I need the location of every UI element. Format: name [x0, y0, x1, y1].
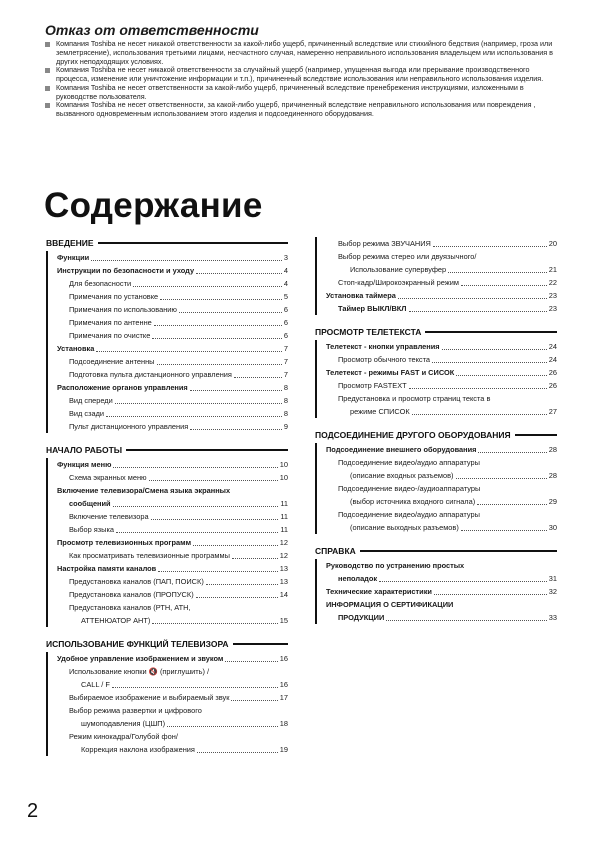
entry-title: Просмотр FASTEXT: [338, 381, 407, 390]
entry-page: 8: [283, 396, 288, 405]
toc-section: [46, 236, 288, 433]
toc-entry[interactable]: [326, 289, 557, 302]
entry-page: 13: [279, 564, 288, 573]
dot-leader: [91, 260, 282, 261]
entry-page: 9: [283, 422, 288, 431]
toc-entry[interactable]: [326, 521, 557, 534]
entry-title: (описание входных разъемов): [350, 471, 454, 480]
entry-page: 26: [548, 368, 557, 377]
entry-title: Телетекст - кнопки управления: [326, 342, 440, 351]
entry-title: Удобное управление изображением и звуком: [57, 654, 224, 663]
dot-leader: [157, 364, 282, 365]
toc-entry[interactable]: [326, 469, 557, 482]
dot-leader: [115, 403, 282, 404]
toc-entry[interactable]: [57, 329, 288, 342]
bullet-square-icon: [45, 103, 50, 108]
toc-entry[interactable]: [57, 368, 288, 381]
disclaimer-item: [45, 40, 555, 66]
toc-entry[interactable]: [57, 523, 288, 536]
bullet-square-icon: [45, 86, 50, 91]
dot-leader: [151, 519, 279, 520]
entry-title: Подсоединение антенны: [69, 357, 155, 366]
entry-page: 17: [279, 693, 288, 702]
section-title: ВВЕДЕНИЕ: [46, 238, 94, 248]
toc-entry[interactable]: [57, 355, 288, 368]
entry-title: Как просматривать телевизионные программы: [69, 551, 230, 560]
toc-entry[interactable]: [57, 394, 288, 407]
entry-title: Выбор языка: [69, 525, 114, 534]
entry-page: 6: [283, 318, 288, 327]
toc-entry[interactable]: [326, 237, 557, 250]
dot-leader: [193, 545, 278, 546]
entry-page: 22: [548, 278, 557, 287]
entry-title: Просмотр обычного текста: [338, 355, 431, 364]
entry-title: Инструкции по безопасности и уходу: [57, 266, 195, 275]
entry-page: 7: [283, 357, 288, 366]
dot-leader: [456, 375, 547, 376]
section-header: [315, 428, 557, 442]
entry-page: 33: [548, 613, 557, 622]
toc-entry[interactable]: [57, 562, 288, 575]
dot-leader: [231, 700, 277, 701]
toc-entry[interactable]: [326, 366, 557, 379]
toc-entry[interactable]: [57, 458, 288, 471]
dot-leader: [409, 388, 547, 389]
toc-section: [315, 325, 557, 418]
page-number: 2: [27, 800, 39, 822]
dot-leader: [133, 286, 282, 287]
dot-leader: [442, 349, 547, 350]
entry-title: Подготовка пульта дистанционного управления: [69, 370, 232, 379]
entry-page: 21: [548, 265, 557, 274]
entry-page: 12: [279, 538, 288, 547]
section-rule: [425, 331, 557, 332]
dot-leader: [432, 362, 547, 363]
entry-page: 28: [548, 445, 557, 454]
section-title: ПРОСМОТР ТЕЛЕТЕКСТА: [315, 327, 422, 337]
entry-title: сообщений: [69, 499, 111, 508]
entry-title: Функция меню: [57, 460, 112, 469]
dot-leader: [179, 312, 282, 313]
entry-page: 26: [548, 381, 557, 390]
toc-entry[interactable]: [57, 743, 288, 756]
toc-entry[interactable]: [57, 510, 288, 523]
entry-page: 16: [279, 680, 288, 689]
entry-page: 23: [548, 291, 557, 300]
entry-title: Выбираемое изображение и выбираемый звук: [69, 693, 230, 702]
entry-title: Стоп-кадр/Широкоэкранный режим: [338, 278, 459, 287]
dot-leader: [232, 558, 278, 559]
entry-page: 10: [279, 460, 288, 469]
toc-section: [315, 237, 557, 315]
toc-entry-line[interactable]: Использование кнопки 🔇 (приглушить) /: [69, 667, 210, 676]
dot-leader: [477, 504, 547, 505]
entry-page: 11: [280, 499, 288, 508]
toc-entry-line[interactable]: Предустановка и просмотр страниц текста в: [338, 394, 491, 403]
dot-leader: [152, 623, 277, 624]
entry-title: ПРОДУКЦИИ: [338, 613, 385, 622]
dot-leader: [106, 416, 282, 417]
toc-entry[interactable]: [326, 353, 557, 366]
entry-page: 24: [548, 342, 557, 351]
dot-leader: [433, 246, 547, 247]
toc-entry[interactable]: [326, 572, 557, 585]
entry-title: шумоподавления (ЦШП): [81, 719, 166, 728]
dot-leader: [461, 530, 547, 531]
disclaimer-item: [45, 66, 555, 84]
entry-page: 4: [283, 279, 288, 288]
section-rule: [126, 449, 288, 450]
toc-entry-line[interactable]: Подсоединение видео/аудио аппаратуры: [338, 510, 480, 519]
entry-title: Телетекст - режимы FAST и СИСОК: [326, 368, 455, 377]
entry-page: 6: [283, 305, 288, 314]
entry-title: Включение телевизора: [69, 512, 149, 521]
toc-entry-line[interactable]: Руководство по устранению простых: [326, 561, 465, 570]
toc-section: [46, 637, 288, 756]
toc-entry[interactable]: [57, 691, 288, 704]
dot-leader: [197, 752, 278, 753]
section-title: НАЧАЛО РАБОТЫ: [46, 445, 123, 455]
disclaimer-text: Компания Toshiba не несет никакой ответственности за случайный ущерб (например, упущенная выгода или прерывание производственного процесса, изменение или уничтожение информации и т.п.), причиненный вследствие использования или неправильного использования изделия.: [56, 65, 544, 83]
section-rule: [515, 434, 557, 435]
entry-title: Для безопасности: [69, 279, 132, 288]
toc-entry[interactable]: [57, 303, 288, 316]
toc-entry[interactable]: [57, 316, 288, 329]
entry-title: Подсоединение внешнего оборудования: [326, 445, 477, 454]
entry-page: 7: [283, 370, 288, 379]
entry-page: 10: [279, 473, 288, 482]
dot-leader: [434, 594, 547, 595]
entry-title: (описание выходных разъемов): [350, 523, 459, 532]
entry-page: 5: [283, 292, 288, 301]
entry-page: 15: [279, 616, 288, 625]
bullet-square-icon: [45, 68, 50, 73]
dot-leader: [96, 351, 282, 352]
dot-leader: [386, 620, 546, 621]
entry-title: Выбор режима ЗВУЧАНИЯ: [338, 239, 431, 248]
toc-entry[interactable]: [57, 652, 288, 665]
entry-title: Схема экранных меню: [69, 473, 147, 482]
entry-page: 31: [548, 574, 557, 583]
dot-leader: [456, 478, 547, 479]
section-header: [315, 544, 557, 558]
dot-leader: [478, 452, 546, 453]
entry-page: 29: [548, 497, 557, 506]
entry-title: (выбор источника входного сигнала): [350, 497, 476, 506]
disclaimer-text: Компания Toshiba не несет ответственности за какой-либо ущерб, причиненный вследствие пренебрежения инструкциями, изложенными в руководстве пользователя.: [56, 82, 524, 101]
entry-page: 11: [280, 525, 288, 534]
section-header: [46, 236, 288, 250]
toc-entry[interactable]: [326, 276, 557, 289]
dot-leader: [409, 311, 547, 312]
dot-leader: [225, 661, 277, 662]
section-entries: [315, 340, 557, 418]
toc-entry-line[interactable]: ИНФОРМАЦИЯ О СЕРТИФИКАЦИИ: [326, 600, 454, 609]
entry-page: 20: [548, 239, 557, 248]
contents-title: Содержание: [44, 186, 263, 225]
toc-entry[interactable]: [326, 495, 557, 508]
entry-title: Примечания по очистке: [69, 331, 151, 340]
entry-title: Установка: [57, 344, 95, 353]
dot-leader: [196, 597, 278, 598]
dot-leader: [113, 506, 279, 507]
bullet-square-icon: [45, 42, 50, 47]
toc-entry[interactable]: [326, 611, 557, 624]
toc-entry[interactable]: [326, 340, 557, 353]
entry-page: 6: [283, 331, 288, 340]
section-entries: [315, 559, 557, 624]
entry-page: 27: [548, 407, 557, 416]
dot-leader: [152, 338, 282, 339]
entry-title: Технические характеристики: [326, 587, 432, 596]
section-header: [46, 637, 288, 651]
toc-entry[interactable]: [326, 263, 557, 276]
entry-page: 3: [283, 253, 288, 262]
toc-entry-line[interactable]: Подсоединение видео-/аудиоаппаратуры: [338, 484, 481, 493]
dot-leader: [196, 273, 282, 274]
entry-title: Примечания по установке: [69, 292, 159, 301]
section-entries: [315, 443, 557, 534]
entry-title: Вид спереди: [69, 396, 113, 405]
toc-entry[interactable]: [326, 585, 557, 598]
toc-entry[interactable]: [57, 407, 288, 420]
section-entries: [46, 458, 288, 627]
entry-page: 24: [548, 355, 557, 364]
dot-leader: [160, 299, 282, 300]
toc-entry[interactable]: [326, 443, 557, 456]
disclaimer-text: Компания Toshiba не несет ответственности, за какой-либо ущерб, причиненный вследствие неправильного использования или повреждения , вызванного одновременным использованием этого изделия и подсоединенного оборудования.: [56, 100, 536, 118]
entry-page: 23: [548, 304, 557, 313]
toc-entry[interactable]: [57, 678, 288, 691]
toc-entry[interactable]: [57, 471, 288, 484]
toc-right-column: [315, 236, 557, 634]
dot-leader: [398, 298, 547, 299]
dot-leader: [234, 377, 282, 378]
entry-title: CALL / F: [81, 680, 110, 689]
section-entries: [315, 237, 557, 315]
toc-entry[interactable]: [57, 575, 288, 588]
toc-entry-line[interactable]: Включение телевизора/Смена языка экранных: [57, 486, 231, 495]
dot-leader: [158, 571, 278, 572]
dot-leader: [448, 272, 547, 273]
toc-entry[interactable]: [57, 381, 288, 394]
dot-leader: [379, 581, 547, 582]
entry-page: 30: [548, 523, 557, 532]
toc-left-column: [46, 236, 288, 766]
dot-leader: [190, 390, 282, 391]
toc-entry[interactable]: [57, 614, 288, 627]
dot-leader: [154, 325, 282, 326]
toc-entry-line[interactable]: Подсоединение видео/аудио аппаратуры: [338, 458, 480, 467]
disclaimer-text: Компания Toshiba не несет никакой ответственности за какой-либо ущерб, причиненный вследствие или стихийного бедствия (например, гроза или землетрясение), использования третьими лицами, несчастного случая, намеренно неправильного использования владельцем или использования в других неподходящих условиях.: [56, 39, 553, 66]
entry-page: 7: [283, 344, 288, 353]
entry-page: 13: [279, 577, 288, 586]
section-title: ИСПОЛЬЗОВАНИЕ ФУНКЦИЙ ТЕЛЕВИЗОРА: [46, 639, 229, 649]
section-rule: [233, 643, 288, 644]
entry-title: Настройка памяти каналов: [57, 564, 157, 573]
section-entries: [46, 652, 288, 756]
entry-title: режиме СПИСОК: [350, 407, 410, 416]
toc-entry[interactable]: [57, 277, 288, 290]
section-title: ПОДСОЕДИНЕНИЕ ДРУГОГО ОБОРУДОВАНИЯ: [315, 430, 511, 440]
entry-page: 14: [279, 590, 288, 599]
dot-leader: [190, 429, 282, 430]
entry-title: Примечания по использованию: [69, 305, 177, 314]
dot-leader: [412, 414, 547, 415]
toc-entry-line[interactable]: Режим кинокадра/Голубой фон/: [69, 732, 178, 741]
disclaimer-item: [45, 84, 555, 102]
entry-page: 4: [283, 266, 288, 275]
dot-leader: [113, 467, 277, 468]
dot-leader: [149, 480, 278, 481]
toc-entry-line[interactable]: Предустановка каналов (РТН, АТН,: [69, 603, 191, 612]
entry-title: Пульт дистанционного управления: [69, 422, 189, 431]
toc-entry[interactable]: [57, 588, 288, 601]
entry-title: Вид сзади: [69, 409, 105, 418]
toc-section: [315, 428, 557, 534]
toc-entry[interactable]: [57, 717, 288, 730]
section-entries: [46, 251, 288, 433]
disclaimer-title: Отказ от ответственности: [45, 22, 259, 38]
section-header: [315, 325, 557, 339]
toc-entry-line[interactable]: Выбор режима стерео или двуязычного/: [338, 252, 477, 261]
entry-title: Функции: [57, 253, 90, 262]
entry-page: 8: [283, 383, 288, 392]
entry-page: 18: [279, 719, 288, 728]
toc-entry[interactable]: [326, 379, 557, 392]
toc-entry-line[interactable]: Выбор режима развертки и цифрового: [69, 706, 202, 715]
entry-title: Таймер ВЫКЛ/ВКЛ: [338, 304, 407, 313]
toc-section: [46, 443, 288, 627]
toc-entry[interactable]: [57, 536, 288, 549]
toc-entry[interactable]: [57, 251, 288, 264]
toc-entry[interactable]: [57, 497, 288, 510]
dot-leader: [116, 532, 278, 533]
section-rule: [360, 550, 557, 551]
dot-leader: [461, 285, 547, 286]
section-header: [46, 443, 288, 457]
entry-title: Примечания по антенне: [69, 318, 152, 327]
entry-page: 11: [280, 512, 288, 521]
disclaimer-block: [45, 22, 555, 119]
dot-leader: [206, 584, 278, 585]
section-rule: [98, 242, 288, 243]
entry-title: Использование супервуфер: [350, 265, 447, 274]
toc-entry[interactable]: [57, 549, 288, 562]
entry-page: 32: [548, 587, 557, 596]
toc-entry[interactable]: [57, 420, 288, 433]
toc-section: [315, 544, 557, 624]
dot-leader: [112, 687, 278, 688]
entry-title: Предустановка каналов (ПАП, ПОИСК): [69, 577, 204, 586]
toc-entry[interactable]: [57, 342, 288, 355]
entry-page: 8: [283, 409, 288, 418]
entry-title: неполадок: [338, 574, 378, 583]
entry-page: 28: [548, 471, 557, 480]
entry-title: Просмотр телевизионных программ: [57, 538, 192, 547]
toc-entry[interactable]: [326, 302, 557, 315]
entry-page: 16: [279, 654, 288, 663]
section-title: СПРАВКА: [315, 546, 356, 556]
entry-title: Коррекция наклона изображения: [81, 745, 195, 754]
toc-entry[interactable]: [57, 290, 288, 303]
entry-page: 19: [279, 745, 288, 754]
entry-page: 12: [279, 551, 288, 560]
toc-entry[interactable]: [326, 405, 557, 418]
toc-entry[interactable]: [57, 264, 288, 277]
entry-title: Расположение органов управления: [57, 383, 188, 392]
dot-leader: [167, 726, 278, 727]
disclaimer-item: [45, 101, 555, 119]
entry-title: АТТЕНЮАТОР АНТ): [81, 616, 151, 625]
entry-title: Установка таймера: [326, 291, 396, 300]
entry-title: Предустановка каналов (ПРОПУСК): [69, 590, 194, 599]
